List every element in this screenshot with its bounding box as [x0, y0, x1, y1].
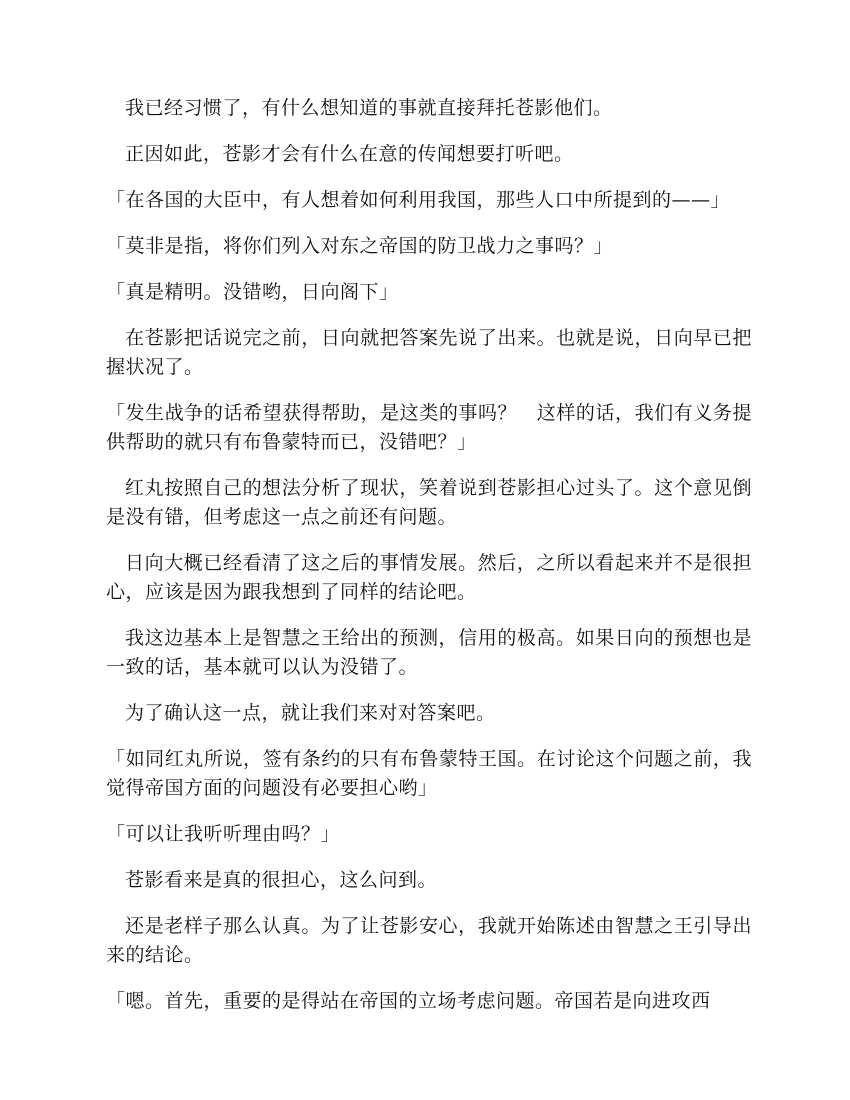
dialogue-line: 「如同红丸所说，签有条约的只有布鲁蒙特王国。在讨论这个问题之前，我觉得帝国方面的问题没有必要担心哟」: [106, 748, 752, 799]
paragraph: 红丸按照自己的想法分析了现状，笑着说到苍影担心过头了。这个意见倒是没有错，但考虑这一点之前还有问题。: [106, 477, 752, 528]
dialogue-line: 「发生战争的话希望获得帮助，是这类的事吗？ 这样的话，我们有义务提供帮助的就只有布鲁蒙特而已，没错吧？」: [106, 402, 752, 453]
paragraph: 我这边基本上是智慧之王给出的预测，信用的极高。如果日向的预想也是一致的话，基本就可以认为没错了。: [106, 627, 752, 678]
paragraph: 正因如此，苍影才会有什么在意的传闻想要打听吧。: [125, 143, 574, 165]
document-page: [106, 94, 752, 1033]
paragraph: 为了确认这一点，就让我们来对对答案吧。: [125, 702, 496, 724]
paragraph: 在苍影把话说完之前，日向就把答案先说了出来。也就是说，日向早已把握状况了。: [106, 327, 752, 378]
dialogue-line: 「真是精明。没错哟，日向阁下」: [106, 281, 399, 303]
dialogue-line: 「莫非是指，将你们列入对东之帝国的防卫战力之事吗？」: [106, 235, 614, 257]
paragraph: 我已经习惯了，有什么想知道的事就直接拜托苍影他们。: [125, 97, 613, 119]
paragraph: 还是老样子那么认真。为了让苍影安心，我就开始陈述由智慧之王引导出来的结论。: [106, 915, 752, 966]
paragraph: 日向大概已经看清了这之后的事情发展。然后，之所以看起来并不是很担心，应该是因为跟我想到了同样的结论吧。: [106, 552, 752, 603]
paragraph: 苍影看来是真的很担心，这么问到。: [125, 869, 438, 891]
dialogue-line: 「可以让我听听理由吗？」: [106, 823, 341, 845]
dialogue-line: 「嗯。首先，重要的是得站在帝国的立场考虑问题。帝国若是向进攻西: [106, 990, 711, 1012]
dialogue-line: 「在各国的大臣中，有人想着如何利用我国，那些人口中所提到的——」: [106, 189, 731, 211]
